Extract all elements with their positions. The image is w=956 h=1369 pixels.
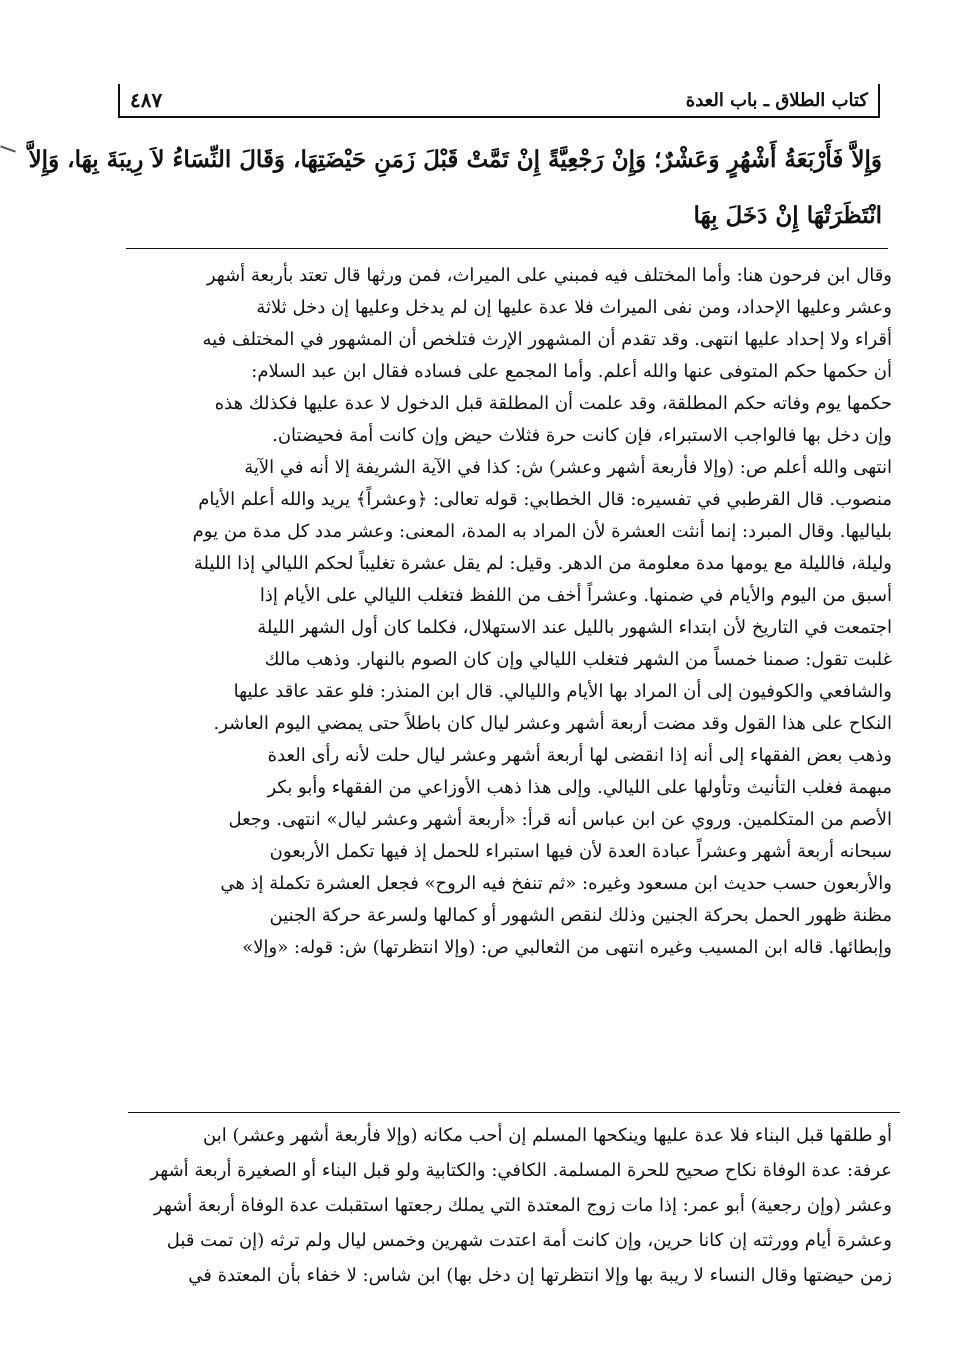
commentary-line: وليلة، فالليلة مع يومها مدة معلومة من الدهر. وقيل: لم يقل عشرة تغليباً لحكم الليالي إذا الليلة	[193, 553, 892, 574]
commentary-line: سبحانه أربعة أشهر وعشراً عبادة العدة لأن فيها استبراء للحمل إذ فيها تكمل الأربعون	[269, 841, 892, 862]
lower-commentary-line: أو طلقها قبل البناء فلا عدة عليها وينكحها المسلم إن أحب مكانه (وإلا فأربعة أشهر وعشر) ابن	[203, 1125, 892, 1146]
commentary-line: النكاح على هذا القول وقد مضت أربعة أشهر وعشر ليال كان باطلاً حتى يمضي اليوم العاشر.	[213, 713, 892, 734]
scan-mark	[0, 145, 16, 152]
commentary-line: وإبطائها. قاله ابن المسيب وغيره انتهى من الثعالبي ص: (وإلا انتظرتها) ش: قوله: «وإلا»	[242, 937, 892, 958]
commentary-line: وإن دخل بها فالواجب الاستبراء، فإن كانت حرة فثلاث حيض وإن كانت أمة فحيضتان.	[272, 425, 892, 446]
commentary-line: أسبق من اليوم والأيام في ضمنها. وعشراً أخف من اللفظ فتغلب الليالي على الأيام إذا	[259, 585, 892, 606]
commentary-line: بلياليها. وقال المبرد: إنما أنثت العشرة لأن المراد به المدة، المعنى: وعشر مدد كل مدة من يوم	[192, 521, 892, 542]
commentary-line: منصوب. قال القرطبي في تفسيره: قال الخطابي: قوله تعالى: ﴿وعشراً﴾ يريد والله أعلم الأيام	[198, 489, 892, 510]
lower-commentary-line: عرفة: عدة الوفاة نكاح صحيح للحرة المسلمة. الكافي: والكتابية ولو قبل البناء أو الصغيرة أربعة أشهر	[150, 1160, 892, 1181]
commentary-line: أقراء ولا إحداد عليها انتهى. وقد تقدم أن المشهور الإرث فتلخص أن المشهور في المختلف فيه	[202, 329, 892, 350]
commentary-text	[120, 260, 892, 964]
commentary-line: الأصم من المتكلمين. وروي عن ابن عباس أنه قرأ: «أربعة أشهر وعشر ليال» انتهى. وجعل	[228, 809, 892, 830]
commentary-line: وذهب بعض الفقهاء إلى أنه إذا انقضى لها أربعة أشهر وعشر ليال حلت لأنه رأى العدة	[267, 745, 892, 766]
footnote-divider	[128, 1112, 900, 1113]
commentary-line: والأربعون حسب حديث ابن مسعود وغيره: «ثم تنفخ فيه الروح» فجعل العشرة تكملة إذ هي	[220, 873, 892, 894]
page-number: ٤٨٧	[130, 88, 163, 112]
chapter-title: كتاب الطلاق ـ باب العدة	[685, 89, 868, 111]
lower-commentary-text	[120, 1118, 892, 1293]
matn-line: وَإِلاَّ فَأَرْبَعَةُ أَشْهُرٍ وَعَشْرٌ؛ وَإِنْ رَجْعِيَّةً إِنْ تَمَّتْ قَبْلَ زَمَنِ حَيْضَتِهَا، وَقَالَ النِّسَاءُ لاَ رِيبَةَ بِهَا، وَإِلاَّ	[28, 146, 882, 173]
matn-text	[28, 132, 882, 244]
commentary-line: وعشر وعليها الإحداد، ومن نفى الميراث فلا عدة عليها إن لم يدخل وعليها إن دخل ثلاثة	[256, 297, 892, 318]
commentary-line: مظنة ظهور الحمل بحركة الجنين وذلك لنقص الشهور أو كمالها ولسرعة حركة الجنين	[269, 905, 892, 926]
commentary-line: حكمها يوم وفاته حكم المطلقة، وقد علمت أن المطلقة قبل الدخول لا عدة عليها فكذلك هذه	[214, 393, 892, 414]
matn-divider	[126, 248, 888, 249]
commentary-line: مبهمة فغلب التأنيث وتأولها على الليالي. وإلى هذا ذهب الأوزاعي من الفقهاء وأبو بكر	[267, 777, 892, 798]
commentary-line: وقال ابن فرحون هنا: وأما المختلف فيه فمبني على الميراث، فمن ورثها قال تعتد بأربعة أشهر	[206, 265, 892, 286]
lower-commentary-line: زمن حيضتها وقال النساء لا ريبة بها وإلا انتظرتها إن دخل بها) ابن شاس: لا خفاء بأن المعتدة في	[188, 1265, 892, 1286]
commentary-line: والشافعي والكوفيون إلى أن المراد بها الأيام والليالي. قال ابن المنذر: فلو عقد عاقد عليها	[233, 681, 892, 702]
commentary-line: انتهى والله أعلم ص: (وإلا فأربعة أشهر وعشر) ش: كذا في الآية الشريفة إلا أنه في الآية	[244, 457, 892, 478]
lower-commentary-line: وعشرة أيام وورثته إن كانا حرين، وإن كانت أمة اعتدت شهرين وخمس ليال ولم ترثه (إن تمت قبل	[166, 1230, 892, 1251]
lower-commentary-line: وعشر (وإن رجعية) أبو عمر: إذا مات زوج المعتدة التي يملك رجعتها استقبلت عدة الوفاة أربعة أشهر	[153, 1195, 892, 1216]
page-header	[118, 84, 880, 118]
commentary-line: غلبت تقول: صمنا خمساً من الشهر فتغلب الليالي وإن كان الصوم بالنهار. وذهب مالك	[264, 649, 892, 670]
matn-line: انْتَظَرَتْهَا إِنْ دَخَلَ بِهَا	[693, 202, 882, 229]
commentary-line: اجتمعت في التاريخ لأن ابتداء الشهور بالليل عند الاستهلال، فكلما كان أول الشهر الليلة	[257, 617, 892, 638]
commentary-line: أن حكمها حكم المتوفى عنها والله أعلم. وأما المجمع على فساده فقال ابن عبد السلام:	[251, 361, 892, 382]
